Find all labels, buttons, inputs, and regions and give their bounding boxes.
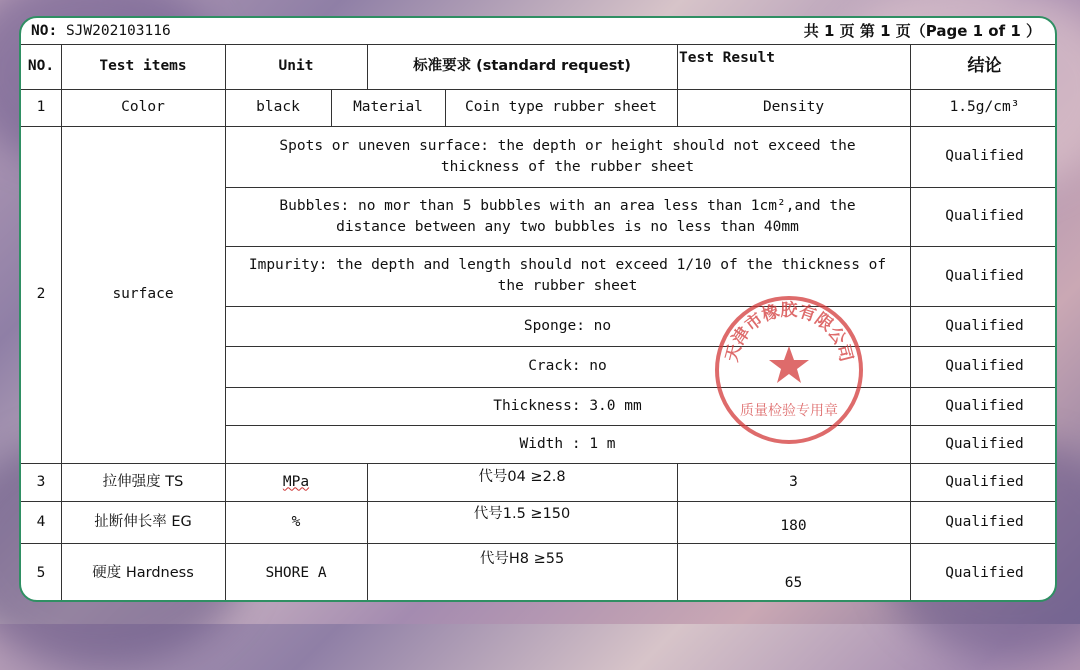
material-label: Material <box>353 99 423 115</box>
column-header-conclusion: 结论 <box>967 56 1002 76</box>
row-number: 2 <box>36 286 46 302</box>
test-item: surface <box>112 286 174 302</box>
requirement-text: Spots or uneven surface: the depth or height should not exceed the thickness of the rubber sheet <box>279 137 856 175</box>
conclusion-value: Qualified <box>945 565 1024 581</box>
page-info: 共 1 页 第 1 页（Page 1 of 1 ） <box>803 21 1041 40</box>
conclusion-value: Qualified <box>945 513 1024 530</box>
test-item: 拉伸强度 TS <box>102 473 184 490</box>
row-number: 1 <box>36 99 46 115</box>
test-item: Color <box>121 99 165 115</box>
report-number <box>21 18 381 44</box>
conclusion-value: Qualified <box>945 435 1024 452</box>
conclusion-value: Qualified <box>945 208 1024 224</box>
column-header-test-items: Test items <box>99 58 187 74</box>
requirement-text: Bubbles: no mor than 5 bubbles with an area less than 1cm²,and the distance between any two bubbles is no less than 40mm <box>279 197 856 235</box>
conclusion-value: Qualified <box>945 397 1024 414</box>
conclusion-value: Qualified <box>945 148 1024 164</box>
column-header-standard: 标准要求 (standard request) <box>413 58 631 74</box>
column-header-test-result: Test Result <box>679 50 776 66</box>
row-number: 5 <box>36 565 46 581</box>
row-number: 3 <box>36 473 46 490</box>
density-label: Density <box>762 99 825 115</box>
conclusion-value: Qualified <box>945 317 1024 334</box>
requirement-text: Width : 1 m <box>519 435 616 452</box>
report-number-value: SJW202103116 <box>65 22 171 39</box>
standard-value: 代号1.5 ≥150 <box>473 506 571 522</box>
conclusion-value: Qualified <box>945 473 1024 490</box>
requirement-text: Sponge: no <box>523 317 612 334</box>
test-result-value: 180 <box>780 518 807 534</box>
inspection-report-table <box>19 16 1057 602</box>
report-number-label: NO: <box>31 22 58 39</box>
standard-value: 代号04 ≥2.8 <box>478 469 566 485</box>
unit-value: SHORE A <box>265 565 327 581</box>
requirement-text: Crack: no <box>528 358 607 374</box>
test-result-value: 65 <box>784 575 803 591</box>
unit-value: % <box>291 513 301 530</box>
seal-outer-textpath: 天津市橡胶有限公司 <box>722 300 856 364</box>
column-header-no: NO. <box>27 58 55 74</box>
standard-value: 代号H8 ≥55 <box>479 551 565 567</box>
material-value: Coin type rubber sheet <box>464 99 658 115</box>
conclusion-value: Qualified <box>945 358 1024 374</box>
unit-value: MPa <box>282 473 310 490</box>
test-item: 硬度 Hardness <box>92 565 194 581</box>
test-item: 扯断伸长率 EG <box>94 513 192 530</box>
seal-inner-text: 质量检验专用章 <box>740 403 838 419</box>
density-value: 1.5g/cm³ <box>949 99 1020 115</box>
column-header-unit: Unit <box>278 58 314 74</box>
row-number: 4 <box>36 513 46 530</box>
unit-value: black <box>256 99 300 115</box>
conclusion-value: Qualified <box>945 267 1024 284</box>
requirement-text: Impurity: the depth and length should not exceed 1/10 of the thickness of the rubber sheet <box>248 257 887 294</box>
test-result-value: 3 <box>789 473 798 490</box>
requirement-text: Thickness: 3.0 mm <box>493 397 642 414</box>
